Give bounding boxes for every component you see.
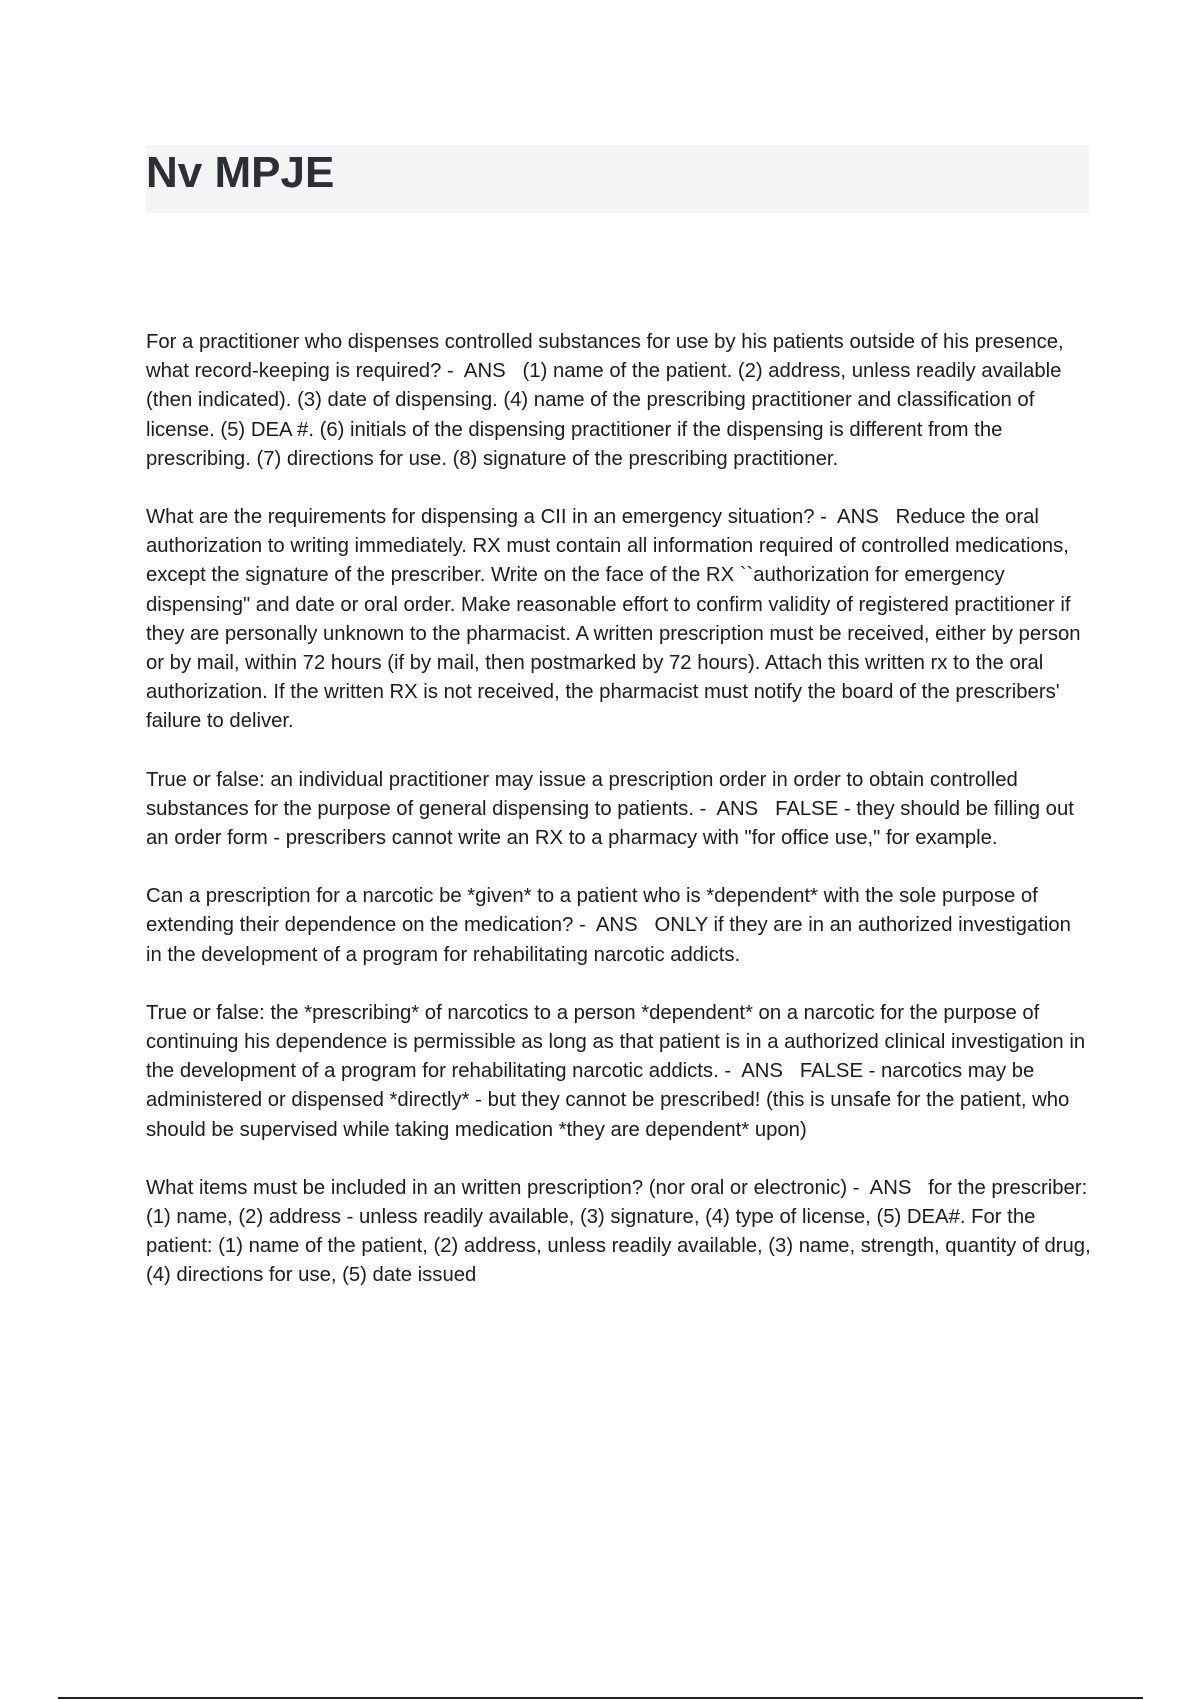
- answer-separator: - ANS: [718, 1060, 800, 1083]
- answer-text: Reduce the oral authorization to writing immediately. RX must contain all information required of controlled medications, except the signature of the prescriber. Write on the face of the RX ``authorization for emergency dispensing" and date or oral order. Make reasonable effort to confirm validity of registered practitioner if they are personally unknown to the pharmacist. A written prescription must be received, either by person or by mail, within 72 hours (if by mail, then postmarked by 72 hours). Attach this written rx to the oral authorization. If the written RX is not received, the pharmacist must notify the board of the prescribers' failure to deliver.: [146, 506, 1081, 733]
- question-text: For a practitioner who dispenses controlled substances for use by his patients outside of his presence, what record-keeping is required?: [146, 331, 1064, 383]
- question-text: True or false: the *prescribing* of narcotics to a person *dependent* on a narcotic for the purpose of continuing his dependence is permissible as long as that patient is in a authorized clinical investigation in the development of a program for rehabilitating narcotic addicts.: [146, 1001, 1086, 1083]
- answer-text: FALSE - they should be filling out an order form - prescribers cannot write an RX to a pharmacy with "for office use," for example.: [146, 797, 1074, 850]
- title-band: [146, 145, 1089, 213]
- question-text: What are the requirements for dispensing a CII in an emergency situation?: [146, 506, 815, 529]
- answer-separator: - ANS: [693, 797, 776, 820]
- qa-item: [146, 328, 1091, 474]
- qa-item: [146, 882, 1091, 970]
- question-text: What items must be included in an written prescription? (nor oral or electronic): [146, 1176, 848, 1199]
- answer-text: FALSE - narcotics may be administered or dispensed *directly* - but they cannot be prescribed! (this is unsafe for the patient, who should be supervised while taking medication *they are dependent* upon): [146, 1060, 1070, 1141]
- answer-separator: - ANS: [814, 506, 896, 529]
- qa-item: [146, 999, 1091, 1145]
- answer-separator: - ANS: [441, 360, 523, 383]
- answer-text: ONLY if they are in an authorized investigation in the development of a program for rehabilitating narcotic addicts.: [146, 914, 1071, 966]
- answer-text: for the prescriber: (1) name, (2) address - unless readily available, (3) signature, (4) type of license, (5) DEA#. For the patient: (1) name of the patient, (2) address, unless readily available, (3) name, strength, quantity of drug, (4) directions for use, (5) date issued: [146, 1176, 1091, 1287]
- qa-list: [146, 328, 1091, 1320]
- answer-separator: - ANS: [573, 914, 655, 937]
- qa-item: [146, 503, 1091, 737]
- qa-item: [146, 1174, 1091, 1291]
- answer-separator: - ANS: [847, 1176, 929, 1199]
- footer-divider: [58, 1697, 1143, 1699]
- answer-text: (1) name of the patient. (2) address, unless readily available (then indicated). (3) date of dispensing. (4) name of the prescribing practitioner and classification of license. (5) DEA #. (6) initials of the dispensing practitioner if the dispensing is different from the prescribing. (7) directions for use. (8) signature of the prescribing practitioner.: [146, 360, 1062, 470]
- qa-item: [146, 766, 1091, 854]
- page-title: Nv MPJE: [146, 148, 335, 197]
- question-text: Can a prescription for a narcotic be *given* to a patient who is *dependent* with the sole purpose of extending their dependence on the medication?: [146, 885, 1038, 937]
- question-text: True or false: an individual practitioner may issue a prescription order in order to obtain controlled substances for the purpose of general dispensing to patients.: [146, 768, 1018, 820]
